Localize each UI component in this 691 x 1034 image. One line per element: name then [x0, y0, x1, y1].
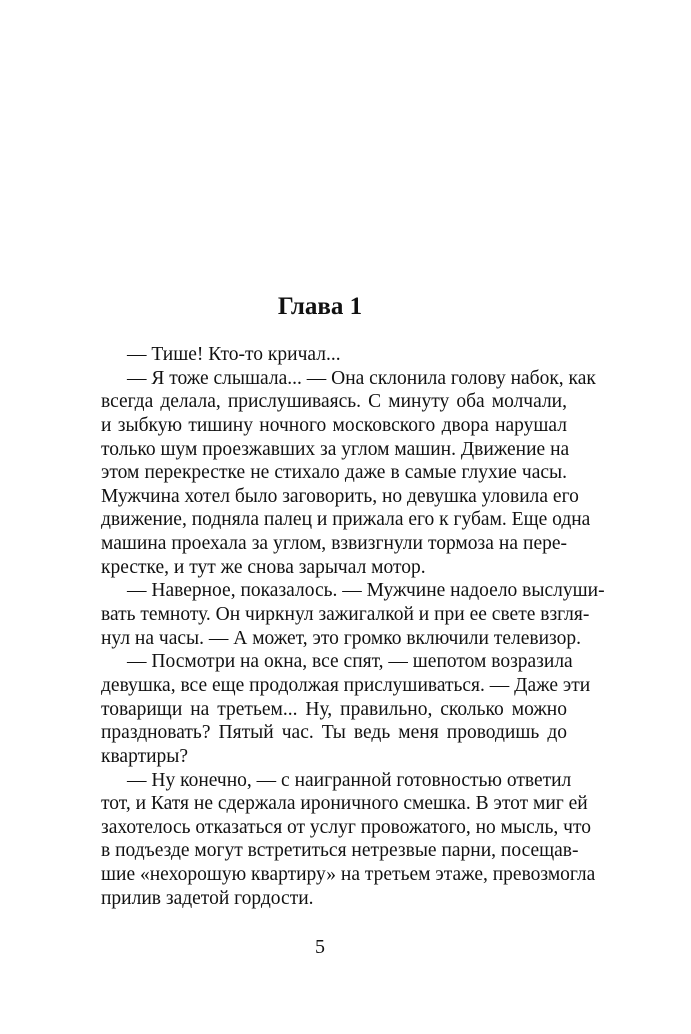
text-line: этом перекрестке не стихало даже в самые глухие часы.	[101, 462, 567, 484]
text-line: квартиры?	[101, 745, 189, 767]
text-line: машина проехала за углом, взвизгнули тормоза на пере-	[101, 533, 567, 555]
text-line: тот, и Катя не сдержала ироничного смешка. В этот миг ей	[101, 793, 588, 815]
text-line: крестке, и тут же снова зарычал мотор.	[101, 556, 426, 578]
text-line: только шум проезжавших за углом машин. Движение на	[101, 438, 570, 460]
text-line: — Я тоже слышала... — Она склонила голову набок, как	[127, 367, 596, 389]
text-line: и зыбкую тишину ночного московского двора нарушал	[101, 414, 567, 436]
body-text	[101, 343, 605, 910]
text-line: праздновать? Пятый час. Ты ведь меня проводишь до	[101, 722, 567, 744]
text-line: девушка, все еще продолжая прислушиваться. — Даже эти	[101, 674, 591, 696]
text-line: движение, подняла палец и прижала его к губам. Еще одна	[101, 509, 591, 531]
text-line: вать темноту. Он чиркнул зажигалкой и при ее свете взгля-	[101, 604, 590, 626]
paragraph	[101, 367, 596, 580]
text-line: в подъезде могут встретиться нетрезвые парни, посещав-	[101, 840, 579, 862]
text-line: — Посмотри на окна, все спят, — шепотом возразила	[127, 651, 573, 673]
text-line: прилив задетой гордости.	[101, 887, 314, 909]
text-line: всегда делала, прислушиваясь. С минуту оба молчали,	[101, 391, 567, 413]
text-line: — Ну конечно, — с наигранной готовностью ответил	[127, 769, 572, 791]
paragraph	[101, 579, 605, 650]
text-line: — Наверное, показалось. — Мужчине надоело выслуши-	[127, 580, 605, 602]
text-line: захотелось отказаться от услуг провожатого, но мысль, что	[101, 816, 591, 838]
paragraph	[101, 343, 567, 367]
text-line: шие «нехорошую квартиру» на третьем этаже, превозмогла	[101, 864, 596, 886]
text-line: Мужчина хотел было заговорить, но девушка уловила его	[101, 485, 579, 507]
paragraph	[101, 769, 596, 911]
text-line: товарищи на третьем... Ну, правильно, сколько можно	[101, 698, 567, 720]
page-number: 5	[315, 936, 325, 958]
chapter-title: Глава 1	[277, 293, 363, 320]
text-line: — Тише! Кто-то кричал...	[127, 344, 341, 365]
text-line: нул на часы. — А может, это громко включили телевизор.	[101, 627, 582, 649]
paragraph	[101, 650, 591, 768]
